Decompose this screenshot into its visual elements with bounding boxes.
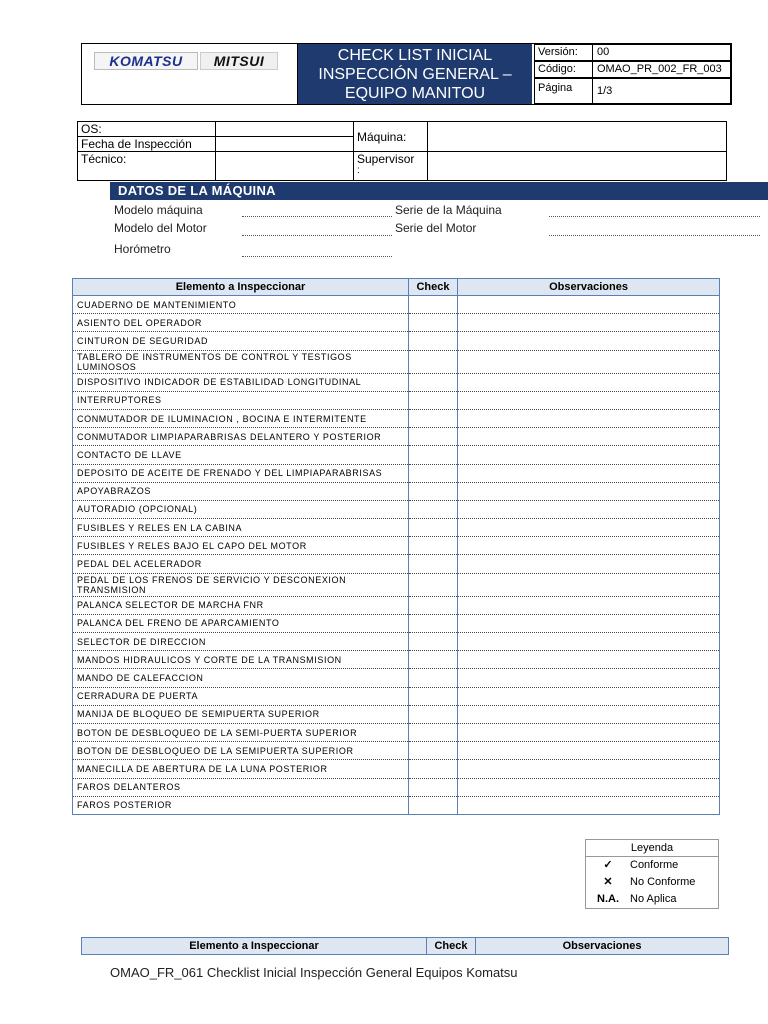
tecnico-field[interactable]	[218, 153, 351, 179]
observation-cell[interactable]	[458, 409, 720, 427]
observation-cell[interactable]	[458, 687, 720, 705]
meta-page-value: 1/3	[597, 85, 613, 97]
table-row	[73, 428, 720, 446]
logo-cell	[82, 44, 298, 104]
observation-cell[interactable]	[458, 296, 720, 314]
col-header-obs: Observaciones	[562, 940, 642, 952]
meta-version	[534, 44, 731, 61]
col-header-check: Check	[427, 938, 476, 954]
komatsu-logo	[94, 52, 198, 70]
inspection-table	[72, 278, 720, 815]
inspection-item-label: CONMUTADOR LIMPIAPARABRISAS DELANTERO Y POSTERIOR	[73, 428, 409, 446]
col-header-check: Check	[409, 279, 458, 296]
meta-code-value: OMAO_PR_002_FR_003	[597, 63, 722, 75]
table-row	[73, 778, 720, 796]
observation-cell[interactable]	[458, 778, 720, 796]
legend-label: No Aplica	[630, 893, 677, 905]
check-cell[interactable]	[409, 373, 458, 391]
observation-cell[interactable]	[458, 555, 720, 573]
check-cell[interactable]	[409, 464, 458, 482]
check-cell[interactable]	[409, 614, 458, 632]
check-cell[interactable]	[409, 796, 458, 814]
observation-cell[interactable]	[458, 760, 720, 778]
inspection-item-label: PALANCA SELECTOR DE MARCHA FNR	[73, 596, 409, 614]
check-cell[interactable]	[409, 742, 458, 760]
observation-cell[interactable]	[458, 373, 720, 391]
observation-cell[interactable]	[458, 596, 720, 614]
table-row	[73, 391, 720, 409]
table-row	[73, 464, 720, 482]
mitsui-logo-text: MITSUI	[213, 53, 265, 69]
table-row	[73, 596, 720, 614]
modelo-motor-label: Modelo del Motor	[114, 221, 207, 235]
observation-cell[interactable]	[458, 332, 720, 350]
legend-box	[585, 839, 719, 909]
check-cell[interactable]	[409, 778, 458, 796]
check-cell[interactable]	[409, 446, 458, 464]
check-cell[interactable]	[409, 555, 458, 573]
mitsui-logo	[200, 52, 278, 70]
inspection-item-label: TABLERO DE INSTRUMENTOS DE CONTROL Y TESTIGOS LUMINOSOS	[73, 350, 409, 373]
inspection-item-label: DISPOSITIVO INDICADOR DE ESTABILIDAD LONGITUDINAL	[73, 373, 409, 391]
table-row	[73, 669, 720, 687]
supervisor-colon: :	[357, 165, 360, 176]
fecha-field[interactable]	[218, 138, 351, 150]
table-row	[73, 482, 720, 500]
serie-maquina-label: Serie de la Máquina	[395, 203, 502, 217]
observation-cell[interactable]	[458, 669, 720, 687]
inspection-item-label: MANIJA DE BLOQUEO DE SEMIPUERTA SUPERIOR	[73, 705, 409, 723]
meta-code	[534, 61, 731, 78]
table-row	[73, 796, 720, 814]
legend-title: Leyenda	[586, 840, 718, 857]
observation-cell[interactable]	[458, 651, 720, 669]
observation-cell[interactable]	[458, 482, 720, 500]
table-row	[73, 687, 720, 705]
os-label: OS:	[81, 122, 102, 136]
modelo-motor-field[interactable]	[242, 235, 392, 236]
check-cell[interactable]	[409, 723, 458, 741]
table-row	[73, 373, 720, 391]
table-row	[73, 314, 720, 332]
continued-table-header	[81, 937, 729, 955]
check-cell[interactable]	[409, 669, 458, 687]
table-row	[73, 651, 720, 669]
check-cell[interactable]	[409, 519, 458, 537]
check-cell[interactable]	[409, 633, 458, 651]
modelo-maquina-label: Modelo máquina	[114, 203, 203, 217]
inspection-item-label: CUADERNO DE MANTENIMIENTO	[73, 296, 409, 314]
observation-cell[interactable]	[458, 314, 720, 332]
title-line-2: INSPECCIÓN GENERAL –	[318, 65, 512, 83]
table-row	[73, 723, 720, 741]
observation-cell[interactable]	[458, 464, 720, 482]
meta-page	[534, 78, 731, 104]
inspection-item-label: MANECILLA DE ABERTURA DE LA LUNA POSTERIOR	[73, 760, 409, 778]
document-header	[81, 43, 732, 105]
table-row	[73, 705, 720, 723]
inspection-item-label: BOTON DE DESBLOQUEO DE LA SEMIPUERTA SUPERIOR	[73, 742, 409, 760]
inspection-item-label: BOTON DE DESBLOQUEO DE LA SEMI-PUERTA SUPERIOR	[73, 723, 409, 741]
table-row	[73, 633, 720, 651]
inspection-item-label: CONTACTO DE LLAVE	[73, 446, 409, 464]
inspection-info-table	[77, 121, 727, 181]
table-row	[73, 500, 720, 518]
fecha-label: Fecha de Inspección	[81, 137, 192, 151]
table-row	[73, 296, 720, 314]
col-header-obs: Observaciones	[458, 279, 720, 296]
maquina-field[interactable]	[430, 123, 724, 150]
inspection-item-label: FAROS POSTERIOR	[73, 796, 409, 814]
table-row	[73, 742, 720, 760]
legend-label: No Conforme	[630, 876, 696, 888]
meta-page-label: Página	[535, 79, 593, 103]
check-cell[interactable]	[409, 651, 458, 669]
serie-motor-label: Serie del Motor	[395, 221, 477, 235]
meta-code-label: Código:	[535, 62, 593, 77]
inspection-item-label: DEPOSITO DE ACEITE DE FRENADO Y DEL LIMPIAPARABRISAS	[73, 464, 409, 482]
check-cell[interactable]	[409, 391, 458, 409]
check-cell[interactable]	[409, 705, 458, 723]
check-cell[interactable]	[409, 350, 458, 373]
observation-cell[interactable]	[458, 723, 720, 741]
check-cell[interactable]	[409, 537, 458, 555]
observation-cell[interactable]	[458, 350, 720, 373]
supervisor-label: Supervisor	[357, 152, 415, 166]
check-mark-icon: ✓	[603, 859, 613, 871]
check-cell[interactable]	[409, 314, 458, 332]
observation-cell[interactable]	[458, 519, 720, 537]
observation-cell[interactable]	[458, 796, 720, 814]
komatsu-logo-text: KOMATSU	[109, 53, 183, 69]
table-row	[73, 555, 720, 573]
legend-item	[586, 891, 718, 908]
inspection-item-label: FAROS DELANTEROS	[73, 778, 409, 796]
table-row	[73, 537, 720, 555]
observation-cell[interactable]	[458, 446, 720, 464]
modelo-maquina-field[interactable]	[242, 216, 392, 217]
inspection-item-label: MANDO DE CALEFACCION	[73, 669, 409, 687]
observation-cell[interactable]	[458, 705, 720, 723]
meta-version-label: Versión:	[535, 45, 593, 60]
inspection-item-label: ASIENTO DEL OPERADOR	[73, 314, 409, 332]
inspection-item-label: PALANCA DEL FRENO DE APARCAMIENTO	[73, 614, 409, 632]
check-cell[interactable]	[409, 596, 458, 614]
observation-cell[interactable]	[458, 537, 720, 555]
inspection-item-label: PEDAL DEL ACELERADOR	[73, 555, 409, 573]
check-cell[interactable]	[409, 500, 458, 518]
na-symbol: N.A.	[597, 893, 619, 905]
inspection-item-label: MANDOS HIDRAULICOS Y CORTE DE LA TRANSMISION	[73, 651, 409, 669]
check-cell[interactable]	[409, 296, 458, 314]
inspection-item-label: INTERRUPTORES	[73, 391, 409, 409]
observation-cell[interactable]	[458, 500, 720, 518]
check-cell[interactable]	[409, 573, 458, 596]
x-mark-icon: ✕	[603, 876, 613, 888]
check-cell[interactable]	[409, 482, 458, 500]
legend-item	[586, 874, 718, 891]
observation-cell[interactable]	[458, 742, 720, 760]
document-footer: OMAO_FR_061 Checklist Inicial Inspección General Equipos Komatsu	[110, 965, 518, 980]
inspection-item-label: CONMUTADOR DE ILUMINACION , BOCINA E INTERMITENTE	[73, 409, 409, 427]
table-row	[73, 519, 720, 537]
meta-version-value: 00	[597, 46, 610, 58]
check-cell[interactable]	[409, 332, 458, 350]
inspection-item-label: AUTORADIO (OPCIONAL)	[73, 500, 409, 518]
observation-cell[interactable]	[458, 391, 720, 409]
inspection-item-label: APOYABRAZOS	[73, 482, 409, 500]
horometro-field[interactable]	[242, 256, 392, 257]
inspection-item-label: CINTURON DE SEGURIDAD	[73, 332, 409, 350]
horometro-label: Horómetro	[114, 242, 171, 256]
observation-cell[interactable]	[458, 614, 720, 632]
table-row	[73, 573, 720, 596]
table-row	[73, 446, 720, 464]
title-line-3: EQUIPO MANITOU	[344, 84, 486, 102]
check-cell[interactable]	[409, 409, 458, 427]
table-row	[73, 350, 720, 373]
serie-motor-field[interactable]	[549, 235, 760, 236]
inspection-item-label: FUSIBLES Y RELES BAJO EL CAPO DEL MOTOR	[73, 537, 409, 555]
table-header-row	[73, 279, 720, 296]
tecnico-label: Técnico:	[81, 152, 127, 166]
inspection-item-label: FUSIBLES Y RELES EN LA CABINA	[73, 519, 409, 537]
document-title	[298, 44, 532, 104]
table-row	[73, 409, 720, 427]
observation-cell[interactable]	[458, 633, 720, 651]
legend-label: Conforme	[630, 859, 679, 871]
title-line-1: CHECK LIST INICIAL	[337, 46, 493, 64]
check-cell[interactable]	[409, 760, 458, 778]
document-meta	[534, 44, 731, 104]
serie-maquina-field[interactable]	[549, 216, 760, 217]
datos-section-header: DATOS DE LA MÁQUINA	[110, 182, 768, 200]
supervisor-field[interactable]	[430, 153, 724, 179]
maquina-label: Máquina:	[357, 130, 407, 144]
table-row	[73, 332, 720, 350]
inspection-item-label: CERRADURA DE PUERTA	[73, 687, 409, 705]
observation-cell[interactable]	[458, 573, 720, 596]
col-header-element: Elemento a Inspeccionar	[82, 938, 427, 954]
inspection-item-label: SELECTOR DE DIRECCION	[73, 633, 409, 651]
observation-cell[interactable]	[458, 428, 720, 446]
check-cell[interactable]	[409, 687, 458, 705]
os-field[interactable]	[218, 123, 351, 135]
col-header-element: Elemento a Inspeccionar	[73, 279, 409, 296]
legend-item	[586, 857, 718, 874]
check-cell[interactable]	[409, 428, 458, 446]
inspection-item-label: PEDAL DE LOS FRENOS DE SERVICIO Y DESCONEXION TRANSMISION	[73, 573, 409, 596]
table-row	[73, 760, 720, 778]
table-row	[73, 614, 720, 632]
